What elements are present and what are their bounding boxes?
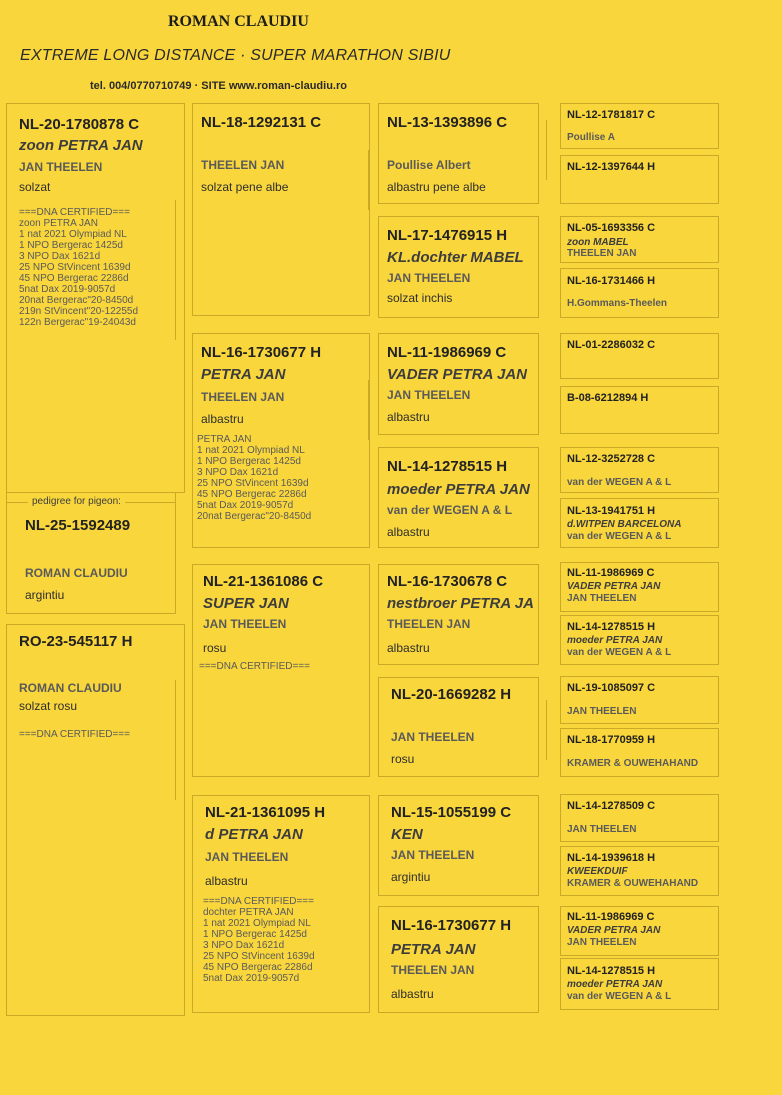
g4-box-1 — [560, 103, 719, 149]
ss-color: solzat pene albe — [201, 180, 289, 194]
g3-owner-3: JAN THEELEN — [387, 388, 471, 402]
g4-owner-13: JAN THEELEN — [567, 824, 637, 835]
sire-color: solzat — [19, 180, 51, 194]
g4-ring-12: NL-18-1770959 H — [567, 734, 656, 746]
sire-dam-box — [192, 333, 370, 548]
g4-owner-15: JAN THEELEN — [567, 937, 637, 948]
g4-box-7 — [560, 447, 719, 493]
g3-color-4: albastru — [387, 525, 430, 539]
g4-ring-1: NL-12-1781817 C — [567, 109, 656, 121]
g3-box-3 — [378, 333, 539, 435]
g4-ring-4: NL-16-1731466 H — [567, 275, 656, 287]
g4-name-8: d.WITPEN BARCELONA — [567, 519, 682, 530]
sire-box — [6, 103, 185, 493]
g4-owner-14: KRAMER & OUWEHAHAND — [567, 878, 699, 889]
g4-owner-3: THEELEN JAN — [567, 248, 637, 259]
dam-dam-box — [192, 795, 370, 1013]
g4-owner-10: van der WEGEN A & L — [567, 647, 672, 658]
g3-name-8: PETRA JAN — [391, 941, 476, 958]
g4-ring-11: NL-19-1085097 C — [567, 682, 656, 694]
sire-ring: NL-20-1780878 C — [19, 116, 140, 133]
g4-ring-2: NL-12-1397644 H — [567, 161, 656, 173]
subject-box — [6, 493, 176, 614]
g4-name-15: VADER PETRA JAN — [567, 925, 661, 936]
ds-ring: NL-21-1361086 C — [203, 573, 324, 590]
g4-owner-4: H.Gommans-Theelen — [567, 298, 668, 309]
g3-color-8: albastru — [391, 987, 434, 1001]
dd-owner: JAN THEELEN — [205, 850, 289, 864]
ds-name: SUPER JAN — [203, 595, 289, 612]
g4-box-12 — [560, 728, 719, 777]
g4-owner-1: Poullise A — [567, 132, 615, 143]
g4-ring-14: NL-14-1939618 H — [567, 852, 656, 864]
g4-owner-12: KRAMER & OUWEHAHAND — [567, 758, 699, 769]
g4-ring-13: NL-14-1278509 C — [567, 800, 656, 812]
g3-ring-2: NL-17-1476915 H — [387, 227, 508, 244]
page-subtitle: EXTREME LONG DISTANCE · SUPER MARATHON SIBIU — [20, 47, 451, 64]
g3-ring-7: NL-15-1055199 C — [391, 804, 512, 821]
sd-notes: PETRA JAN 1 nat 2021 Olympiad NL 1 NPO Bergerac 1425d 3 NPO Dax 1621d 25 NPO StVincent 1639d 45 NPO Bergerac 2286d 5nat Dax 2019-9057d 20nat Bergerac"20-8450d — [197, 434, 312, 522]
g4-ring-7: NL-12-3252728 C — [567, 453, 656, 465]
g3-owner-1: Poullise Albert — [387, 158, 471, 172]
g4-ring-15: NL-11-1986969 C — [567, 911, 655, 923]
connector-line — [546, 700, 547, 760]
g3-owner-7: JAN THEELEN — [391, 848, 475, 862]
g3-ring-4: NL-14-1278515 H — [387, 458, 508, 475]
g4-box-11 — [560, 676, 719, 724]
g3-name-7: KEN — [391, 826, 423, 843]
g3-color-5: albastru — [387, 641, 430, 655]
g3-box-4 — [378, 447, 539, 548]
g4-name-14: KWEEKDUIF — [567, 866, 628, 877]
g4-box-8 — [560, 498, 719, 548]
g4-owner-8: van der WEGEN A & L — [567, 531, 672, 542]
subject-owner: ROMAN CLAUDIU — [25, 566, 128, 580]
dd-color: albastru — [205, 874, 248, 888]
g3-owner-4: van der WEGEN A & L — [387, 503, 513, 517]
g4-box-2 — [560, 155, 719, 204]
g4-box-5 — [560, 333, 719, 379]
dam-owner: ROMAN CLAUDIU — [19, 681, 122, 695]
g3-color-3: albastru — [387, 410, 430, 424]
dam-sire-box — [192, 564, 370, 777]
g3-name-4: moeder PETRA JAN — [387, 481, 530, 498]
dd-name: d PETRA JAN — [205, 826, 303, 843]
g3-box-1 — [378, 103, 539, 204]
g3-name-2: KL.dochter MABEL — [387, 249, 524, 266]
g3-box-2 — [378, 216, 539, 318]
g4-ring-6: B-08-6212894 H — [567, 392, 649, 404]
g3-box-8 — [378, 906, 539, 1013]
ds-notes: ===DNA CERTIFIED=== — [199, 661, 310, 672]
g4-owner-9: JAN THEELEN — [567, 593, 637, 604]
g3-ring-5: NL-16-1730678 C — [387, 573, 508, 590]
connector-line — [175, 680, 176, 800]
sd-owner: THEELEN JAN — [201, 390, 285, 404]
subject-label: pedigree for pigeon: — [28, 496, 125, 507]
g4-box-4 — [560, 268, 719, 318]
g3-box-5 — [378, 564, 539, 665]
g4-owner-16: van der WEGEN A & L — [567, 991, 672, 1002]
g4-name-10: moeder PETRA JAN — [567, 635, 663, 646]
g4-box-15 — [560, 906, 719, 956]
g3-ring-1: NL-13-1393896 C — [387, 114, 508, 131]
subject-ring: NL-25-1592489 — [25, 517, 131, 534]
sire-sire-box — [192, 103, 370, 316]
g4-owner-7: van der WEGEN A & L — [567, 477, 672, 488]
contact-line: tel. 004/0770710749 · SITE www.roman-claudiu.ro — [90, 80, 347, 92]
g4-ring-3: NL-05-1693356 C — [567, 222, 656, 234]
g3-box-7 — [378, 795, 539, 896]
ss-ring: NL-18-1292131 C — [201, 114, 322, 131]
g4-box-10 — [560, 615, 719, 665]
connector-line — [546, 120, 547, 180]
g3-color-2: solzat inchis — [387, 291, 453, 305]
g3-ring-3: NL-11-1986969 C — [387, 344, 507, 361]
g4-name-9: VADER PETRA JAN — [567, 581, 661, 592]
ds-color: rosu — [203, 641, 227, 655]
g4-owner-11: JAN THEELEN — [567, 706, 637, 717]
g4-ring-5: NL-01-2286032 C — [567, 339, 656, 351]
g3-name-5: nestbroer PETRA JA — [387, 595, 534, 612]
ds-owner: JAN THEELEN — [203, 617, 287, 631]
ss-owner: THEELEN JAN — [201, 158, 285, 172]
subject-color: argintiu — [25, 588, 65, 602]
g3-name-3: VADER PETRA JAN — [387, 366, 528, 383]
g3-color-6: rosu — [391, 752, 415, 766]
breeder-name: ROMAN CLAUDIU — [168, 13, 309, 30]
g3-ring-6: NL-20-1669282 H — [391, 686, 512, 703]
g4-box-14 — [560, 846, 719, 896]
connector-line — [368, 150, 369, 210]
sire-owner: JAN THEELEN — [19, 160, 103, 174]
dd-ring: NL-21-1361095 H — [205, 804, 326, 821]
g3-owner-5: THEELEN JAN — [387, 617, 471, 631]
connector-line — [175, 200, 176, 340]
g4-box-9 — [560, 562, 719, 612]
g4-box-6 — [560, 386, 719, 434]
g4-box-3 — [560, 216, 719, 263]
g3-ring-8: NL-16-1730677 H — [391, 917, 512, 934]
g4-ring-16: NL-14-1278515 H — [567, 965, 656, 977]
connector-line — [368, 380, 369, 440]
g3-owner-6: JAN THEELEN — [391, 730, 475, 744]
g3-owner-8: THEELEN JAN — [391, 963, 475, 977]
g4-box-16 — [560, 958, 719, 1010]
g3-owner-2: JAN THEELEN — [387, 271, 471, 285]
g4-ring-10: NL-14-1278515 H — [567, 621, 656, 633]
sd-name: PETRA JAN — [201, 366, 286, 383]
sd-ring: NL-16-1730677 H — [201, 344, 322, 361]
g3-color-1: albastru pene albe — [387, 180, 486, 194]
dam-notes: ===DNA CERTIFIED=== — [19, 729, 130, 740]
dam-color: solzat rosu — [19, 699, 78, 713]
dam-box — [6, 624, 185, 1016]
dam-ring: RO-23-545117 H — [19, 633, 133, 650]
sire-name: zoon PETRA JAN — [19, 137, 143, 154]
g4-box-13 — [560, 794, 719, 842]
g3-color-7: argintiu — [391, 870, 431, 884]
sd-color: albastru — [201, 412, 244, 426]
g4-name-16: moeder PETRA JAN — [567, 979, 663, 990]
g4-ring-9: NL-11-1986969 C — [567, 567, 655, 579]
g4-name-3: zoon MABEL — [567, 237, 629, 248]
g3-box-6 — [378, 677, 539, 777]
sire-notes: ===DNA CERTIFIED=== zoon PETRA JAN 1 nat 2021 Olympiad NL 1 NPO Bergerac 1425d 3 NPO Dax 1621d 25 NPO StVincent 1639d 45 NPO Bergerac 2286d 5nat Dax 2019-9057d 20nat Bergerac"20-8450d 219n StVincent"20-12255d 122n Bergerac"19-24043d — [19, 207, 139, 328]
dd-notes: ===DNA CERTIFIED=== dochter PETRA JAN 1 nat 2021 Olympiad NL 1 NPO Bergerac 1425d 3 NPO Dax 1621d 25 NPO StVincent 1639d 45 NPO Bergerac 2286d 5nat Dax 2019-9057d — [203, 896, 315, 984]
g4-ring-8: NL-13-1941751 H — [567, 505, 656, 517]
